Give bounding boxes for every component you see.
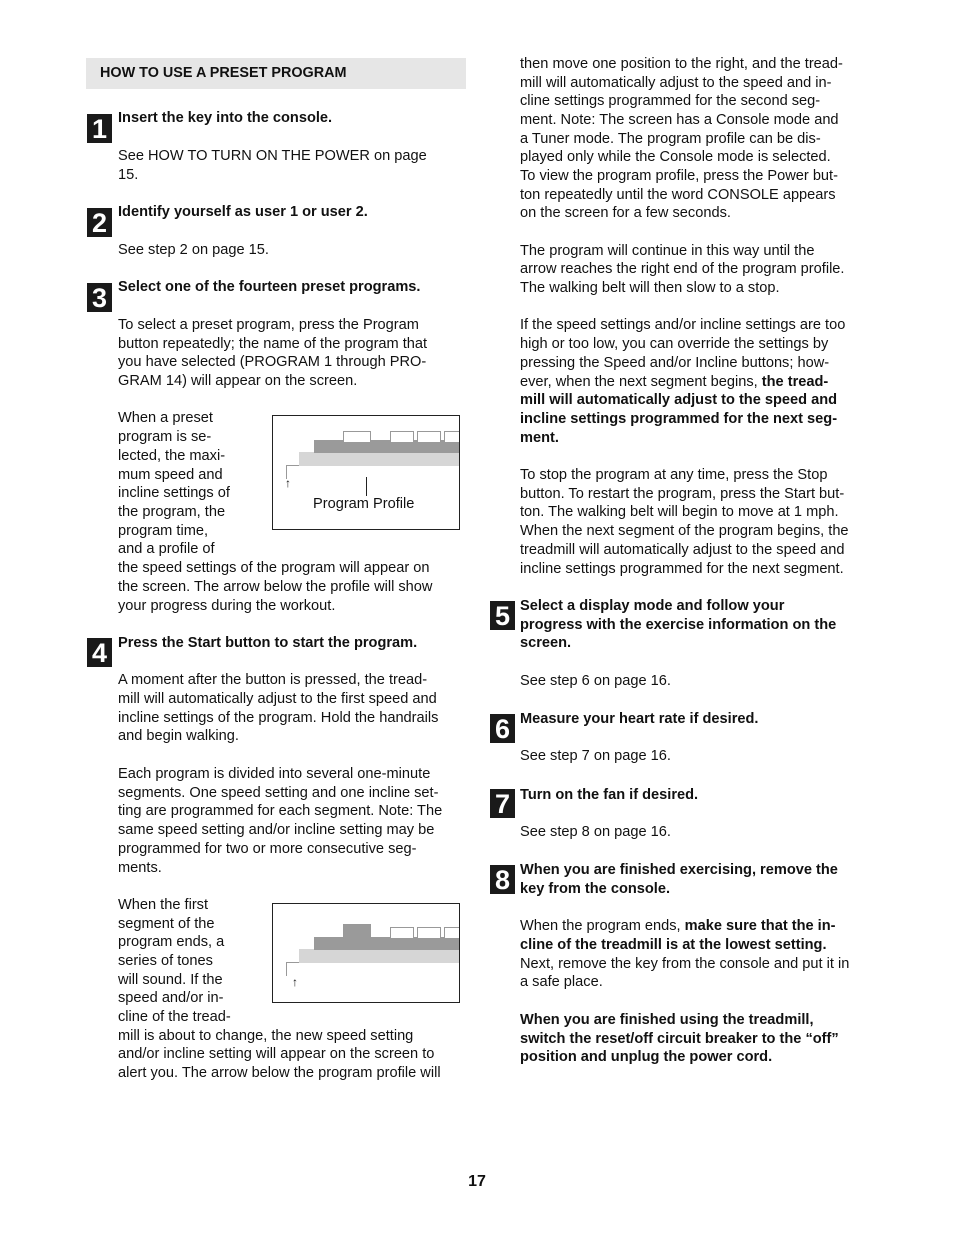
step-7-title: Turn on the fan if desired. — [520, 787, 699, 803]
step-3-wrap-line: and a profile of — [118, 541, 215, 557]
step-4-wrap-line: cline of the tread- — [118, 1009, 231, 1025]
right-para1-line: played only while the Console mode is selected. — [520, 149, 831, 165]
right-para4-line: When the next segment of the program begins, the — [520, 523, 849, 539]
right-para3-bold-line: mill will automatically adjust to the speed and — [520, 392, 838, 408]
step-4-para2-line: Each program is divided into several one-minute — [118, 766, 431, 782]
step-8-p1-bold: make sure that the in- — [684, 918, 836, 934]
step-4-wrap-line: When the first — [118, 897, 209, 913]
step-4-wrap-line: will sound. If the — [118, 972, 223, 988]
right-para4-line: treadmill will automatically adjust to the speed and — [520, 542, 845, 558]
right-para3-mixed-normal: ever, when the next segment begins, — [520, 374, 762, 390]
step-5-title-line: progress with the exercise information on the — [520, 617, 837, 633]
step-4-wrap-line: segment of the — [118, 916, 215, 932]
step-2-title: Identify yourself as user 1 or user 2. — [118, 204, 368, 220]
step-3-wrap-line: program time, — [118, 523, 209, 539]
right-para1-line: then move one position to the right, and the tread- — [520, 56, 843, 72]
step-3-body-line: you have selected (PROGRAM 1 through PRO- — [118, 354, 427, 370]
step-6-title: Measure your heart rate if desired. — [520, 711, 759, 727]
step-4-para1-line: incline settings of the program. Hold the handrails — [118, 710, 439, 726]
profile-bar-level-2 — [314, 937, 460, 950]
right-para3-bold-line: ment. — [520, 430, 559, 446]
step-3-wrap-line: lected, the maxi- — [118, 448, 226, 464]
profile-bar-level-1 — [299, 949, 460, 963]
program-profile-figure — [272, 415, 460, 530]
right-para4-line: button. To restart the program, press the Start but- — [520, 486, 845, 502]
right-para1-line: a Tuner mode. The program profile can be dis- — [520, 131, 821, 147]
step-8-para2-line: When you are finished using the treadmill, — [520, 1012, 814, 1028]
step-number-7: 7 — [490, 789, 515, 818]
step-8-para2-line: switch the reset/off circuit breaker to the “off” — [520, 1031, 839, 1047]
profile-bar-base — [286, 962, 460, 976]
step-number-1: 1 — [87, 114, 112, 143]
step-3-after-line: the screen. The arrow below the profile will show — [118, 579, 433, 595]
step-3-wrap-line: the program, the — [118, 504, 226, 520]
step-4-para1-line: mill will automatically adjust to the first speed and — [118, 691, 437, 707]
right-para1-line: cline settings programmed for the second seg- — [520, 93, 821, 109]
step-8-para1-line: Next, remove the key from the console and put it in — [520, 956, 850, 972]
step-3-wrap-line: incline settings of — [118, 485, 230, 501]
step-4-para1-line: A moment after the button is pressed, the tread- — [118, 672, 428, 688]
step-number-8: 8 — [490, 865, 515, 894]
profile-step — [444, 927, 460, 938]
step-number-5: 5 — [490, 601, 515, 630]
step-3-wrap-line: When a preset — [118, 410, 213, 426]
step-8-para1-line — [520, 917, 836, 936]
right-para3-bold-line: incline settings programmed for the next seg- — [520, 411, 838, 427]
right-para1-line: To view the program profile, press the Power but- — [520, 168, 838, 184]
profile-step-filled — [343, 924, 371, 939]
step-8-title-line: key from the console. — [520, 881, 671, 897]
profile-bar-level-1 — [299, 452, 460, 466]
right-para2-line: The walking belt will then slow to a stop. — [520, 280, 780, 296]
label-leader-line — [366, 477, 367, 496]
profile-bar-base — [286, 465, 460, 479]
step-4-para2-line: same speed setting and/or incline setting may be — [118, 822, 435, 838]
page-number: 17 — [468, 1173, 486, 1190]
step-3-wrap-line: program is se- — [118, 429, 212, 445]
progress-arrow-icon: ↑ — [292, 975, 298, 989]
step-3-wrap-line: mum speed and — [118, 467, 223, 483]
step-number-2: 2 — [87, 208, 112, 237]
step-4-after-line: alert you. The arrow below the program profile will — [118, 1065, 441, 1081]
right-para3-mixed-bold: the tread- — [761, 374, 829, 390]
step-4-wrap-line: series of tones — [118, 953, 213, 969]
step-8-para1-bold-line: cline of the treadmill is at the lowest setting. — [520, 937, 827, 953]
step-4-para2-line: ments. — [118, 860, 162, 876]
profile-step — [390, 927, 414, 938]
step-8-p1-normal: When the program ends, — [520, 918, 685, 934]
step-4-title: Press the Start button to start the program. — [118, 635, 418, 651]
right-para3-line: high or too low, you can override the settings by — [520, 336, 829, 352]
right-para4-line: To stop the program at any time, press the Stop — [520, 467, 828, 483]
profile-step — [444, 431, 460, 442]
step-4-para2-line: programmed for two or more consecutive seg- — [118, 841, 417, 857]
step-3-title: Select one of the fourteen preset programs. — [118, 279, 421, 295]
profile-step — [390, 431, 414, 442]
right-para1-line: on the screen for a few seconds. — [520, 205, 731, 221]
right-para3-line: If the speed settings and/or incline settings are too — [520, 317, 846, 333]
section-title: HOW TO USE A PRESET PROGRAM — [86, 58, 466, 89]
step-2-body-line: See step 2 on page 15. — [118, 242, 269, 258]
right-para1-line: mill will automatically adjust to the speed and in- — [520, 75, 832, 91]
right-para2-line: The program will continue in this way until the — [520, 243, 815, 259]
step-4-para1-line: and begin walking. — [118, 728, 239, 744]
step-3-body-line: GRAM 14) will appear on the screen. — [118, 373, 358, 389]
step-3-after-line: the speed settings of the program will appear on — [118, 560, 430, 576]
profile-step — [417, 431, 441, 442]
step-number-4: 4 — [87, 638, 112, 667]
program-profile-label: Program Profile — [313, 496, 415, 512]
step-8-para1-line: a safe place. — [520, 974, 603, 990]
step-4-after-line: mill is about to change, the new speed setting — [118, 1028, 414, 1044]
right-para1-line: ment. Note: The screen has a Console mode and — [520, 112, 839, 128]
profile-step — [343, 431, 371, 442]
step-4-wrap-line: speed and/or in- — [118, 990, 224, 1006]
step-6-body-line: See step 7 on page 16. — [520, 748, 671, 764]
step-4-para2-line: ting are programmed for each segment. Note: The — [118, 803, 443, 819]
program-profile-figure-2 — [272, 903, 460, 1003]
right-para3-mixed-line — [520, 373, 828, 392]
right-para1-line: ton repeatedly until the word CONSOLE appears — [520, 187, 836, 203]
step-1-title: Insert the key into the console. — [118, 110, 333, 126]
step-8-para2-line: position and unplug the power cord. — [520, 1049, 773, 1065]
right-para4-line: incline settings programmed for the next segment. — [520, 561, 844, 577]
step-4-wrap-line: program ends, a — [118, 934, 225, 950]
right-para4-line: ton. The walking belt will begin to move at 1 mph. — [520, 504, 839, 520]
step-3-body-line: To select a preset program, press the Program — [118, 317, 419, 333]
progress-arrow-icon: ↑ — [285, 476, 291, 490]
step-number-6: 6 — [490, 714, 515, 743]
right-para3-line: pressing the Speed and/or Incline buttons; how- — [520, 355, 830, 371]
step-3-after-line: your progress during the workout. — [118, 598, 336, 614]
step-4-para2-line: segments. One speed setting and one incline set- — [118, 785, 439, 801]
profile-step — [417, 927, 441, 938]
step-5-body-line: See step 6 on page 16. — [520, 673, 671, 689]
step-5-title-line: Select a display mode and follow your — [520, 598, 785, 614]
step-3-body-line: button repeatedly; the name of the program that — [118, 336, 428, 352]
step-1-body-line: 15. — [118, 167, 139, 183]
step-number-3: 3 — [87, 283, 112, 312]
step-1-body-line: See HOW TO TURN ON THE POWER on page — [118, 148, 427, 164]
step-4-after-line: and/or incline setting will appear on the screen to — [118, 1046, 435, 1062]
right-para2-line: arrow reaches the right end of the program profile. — [520, 261, 845, 277]
step-8-title-line: When you are finished exercising, remove the — [520, 862, 838, 878]
step-5-title-line: screen. — [520, 635, 572, 651]
step-7-body-line: See step 8 on page 16. — [520, 824, 671, 840]
